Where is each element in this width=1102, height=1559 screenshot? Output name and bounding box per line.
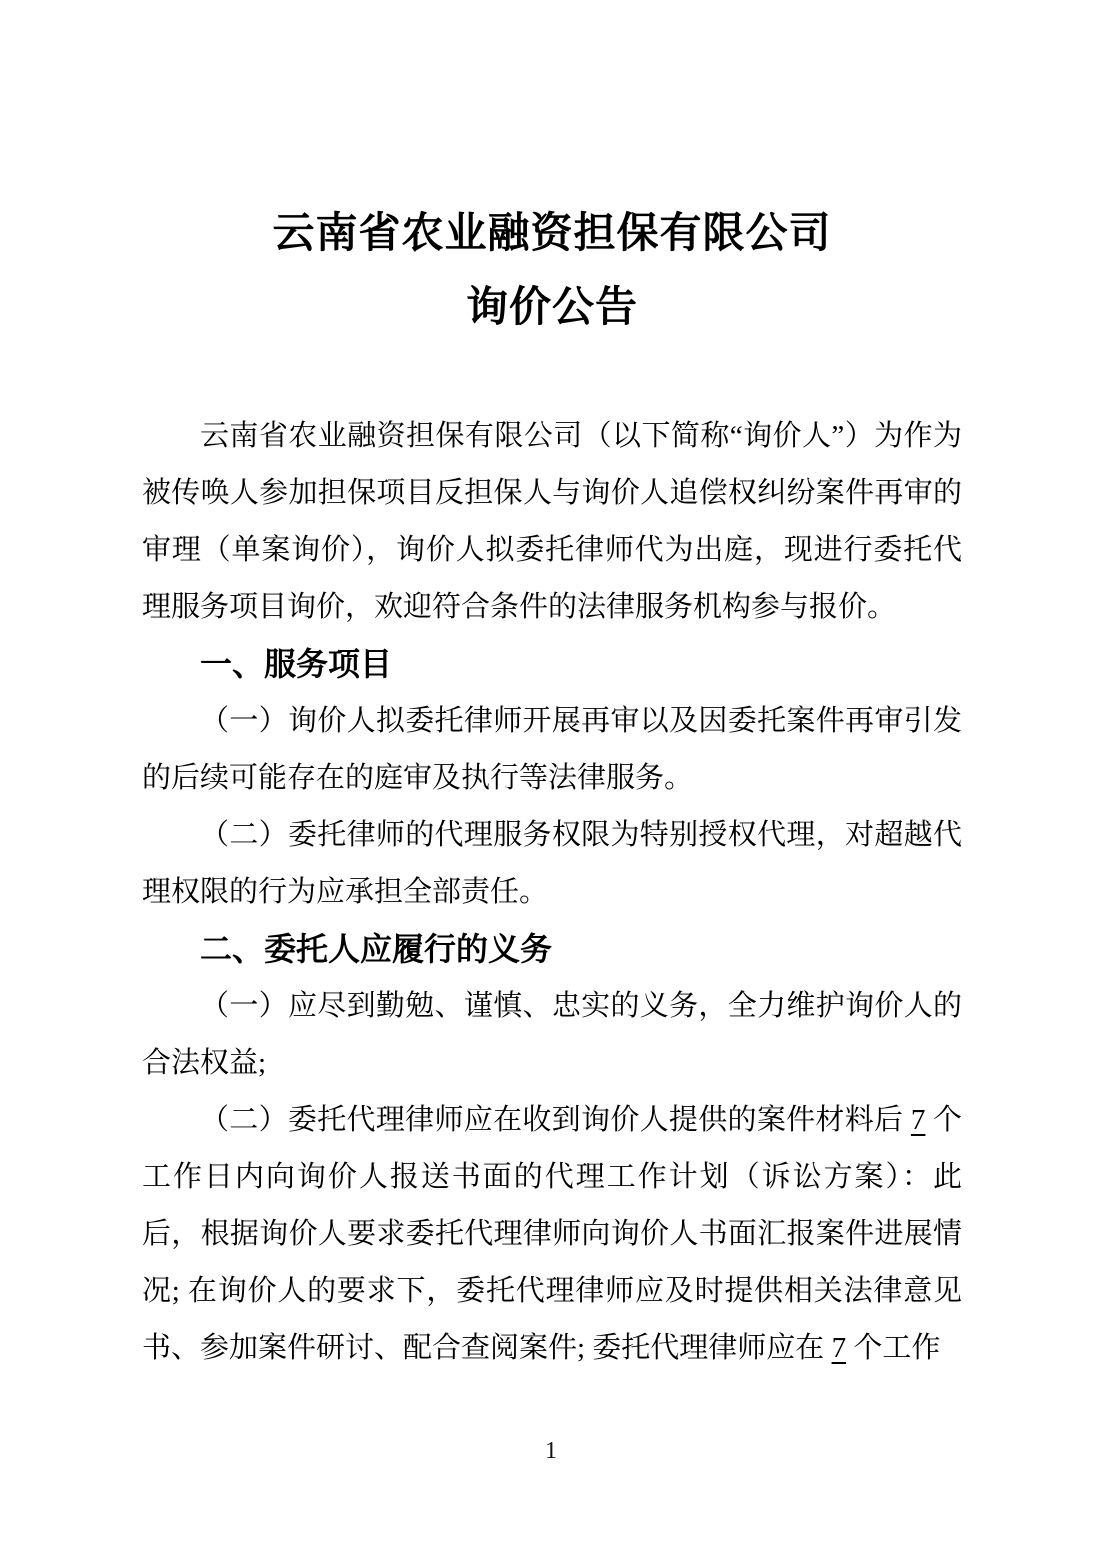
section-1-item-1: （一）询价人拟委托律师开展再审以及因委托案件再审引发的后续可能存在的庭审及执行等法律服务。 (142, 705, 962, 794)
section-2-item-2 (142, 1092, 962, 1377)
section-1-item-2: （二）委托律师的代理服务权限为特别授权代理，对超越代理权限的行为应承担全部责任。 (142, 819, 962, 908)
section-2-item-1: （一）应尽到勤勉、谨慎、忠实的义务，全力维护询价人的合法权益; (142, 990, 962, 1079)
item-2-days-underlined-1: 7 (910, 1104, 926, 1136)
document-title-announcement: 询价公告 (465, 283, 638, 330)
intro-paragraph: 云南省农业融资担保有限公司（以下简称“询价人”）为作为被传唤人参加担保项目反担保人与询价人追偿权纠纷案件再审的审理（单案询价），询价人拟委托律师代为出庭，现进行委托代理服务项目询价，欢迎符合条件的法律服务机构参与报价。 (142, 420, 962, 623)
item-2-days-underlined-2: 7 (831, 1332, 847, 1364)
item-2-text-mid: 个工作日内向询价人报送书面的代理工作计划（诉讼方案）：此后，根据询价人要求委托代理律师向询价人书面汇报案件进展情况; 在询价人的要求下，委托代理律师应及时提供相关法律意见书、参加案件研讨、配合查阅案件; 委托代理律师应在 (142, 1104, 962, 1364)
document-title-company: 云南省农业融资担保有限公司 (272, 209, 832, 256)
document-content (0, 200, 1102, 1377)
page-number: 1 (545, 1438, 557, 1464)
section-2-heading: 二、委托人应履行的义务 (200, 931, 553, 967)
item-2-text-post: 个工作 (846, 1332, 941, 1364)
item-2-text-pre: （二）委托代理律师应在收到询价人提供的案件材料后 (200, 1104, 911, 1136)
section-1-heading: 一、服务项目 (200, 646, 393, 682)
document-body (142, 408, 962, 1377)
